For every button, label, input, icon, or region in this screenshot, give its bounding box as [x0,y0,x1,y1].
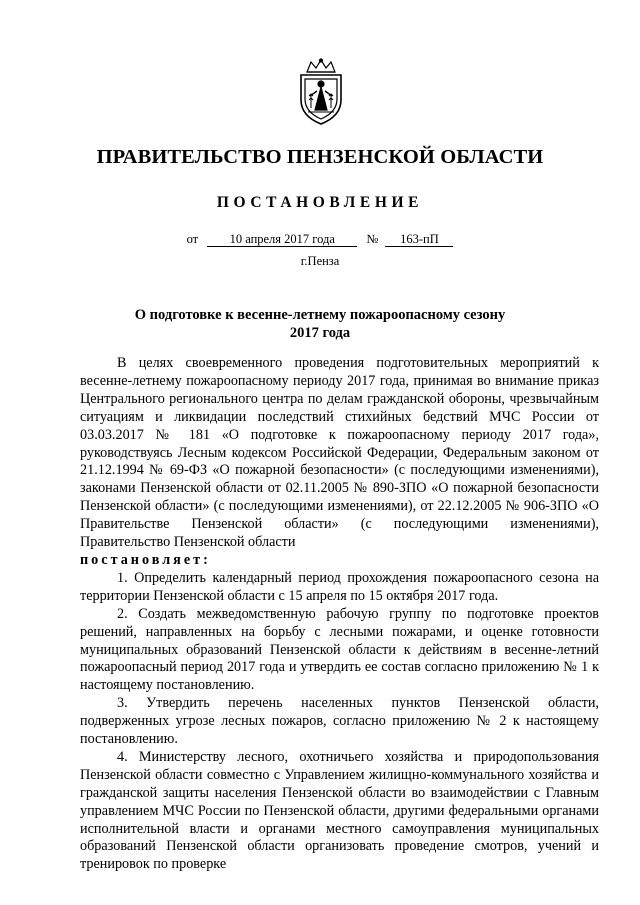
decree-word: постановляет: [80,551,211,568]
city: г.Пенза [300,254,340,268]
number-prefix: № [366,232,379,246]
item-paragraph: 2. Создать межведомственную рабочую группу по подготовке проектов решений, направленных на борьбу с лесными пожарами, и оценке готовности муниципальных образований Пензенской области к действиям в весенне-летний пожароопасный период 2017 года и утвердить ее состав согласно приложению № 1 к настоящему постановлению. [80,605,599,694]
item-paragraph: 4. Министерству лесного, охотничьего хозяйства и природопользования Пензенской области совместно с Управлением жилищно-коммунального хозяйства и гражданской защиты населения Пензенской области во взаимодействии с Главным управлением МЧС России по Пензенской области, другими федеральными органами исполнительной власти и органами местного самоуправления муниципальных образований Пензенской области организовать проведение смотров, учений и тренировок по проверке [80,748,599,873]
intro-paragraph: В целях своевременного проведения подготовительных мероприятий к весенне-летнему пожароопасному периоду 2017 года, принимая во внимание приказ Центрального регионального центра по делам гражданской обороны, чрезвычайным ситуациям и ликвидации последствий стихийных бедствий МЧС России от 03.03.2017 № 181 «О подготовке к пожароопасному периоду 2017 года», руководствуясь Лесным кодексом Российской Федерации, Федеральным законом от 21.12.1994 № 69-ФЗ «О пожарной безопасности» (с последующими изменениями), законами Пензенской области от 02.11.2005 № 890-ЗПО «О пожарной безопасности Пензенской области» (с последующими изменениями), от 22.12.2005 № 906-ЗПО «О Правительстве Пензенской области» (с последующими изменениями), Правительство Пензенской области [80,355,599,551]
item-paragraph: 3. Утвердить перечень населенных пунктов Пензенской области, подверженных угрозе лесных пожаров, согласно приложению № 2 к настоящему постановлению. [80,695,599,748]
coat-of-arms-emblem [293,58,349,126]
subject-line-1: О подготовке к весенне-летнему пожароопасному сезону [134,307,506,323]
date-number-line [0,232,640,247]
subject-line-2: 2017 года [289,325,351,341]
document-body [80,355,599,874]
document-date: 10 апреля 2017 года [207,232,357,247]
government-title: ПРАВИТЕЛЬСТВО ПЕНЗЕНСКОЙ ОБЛАСТИ [96,146,544,168]
date-prefix: от [186,232,199,246]
document-type: ПОСТАНОВЛЕНИЕ [216,194,424,211]
document-subject [80,306,560,342]
item-paragraph: 1. Определить календарный период прохождения пожароопасного сезона на территории Пензенской области с 15 апреля по 15 октября 2017 года. [80,569,599,604]
document-number: 163-пП [385,232,453,247]
